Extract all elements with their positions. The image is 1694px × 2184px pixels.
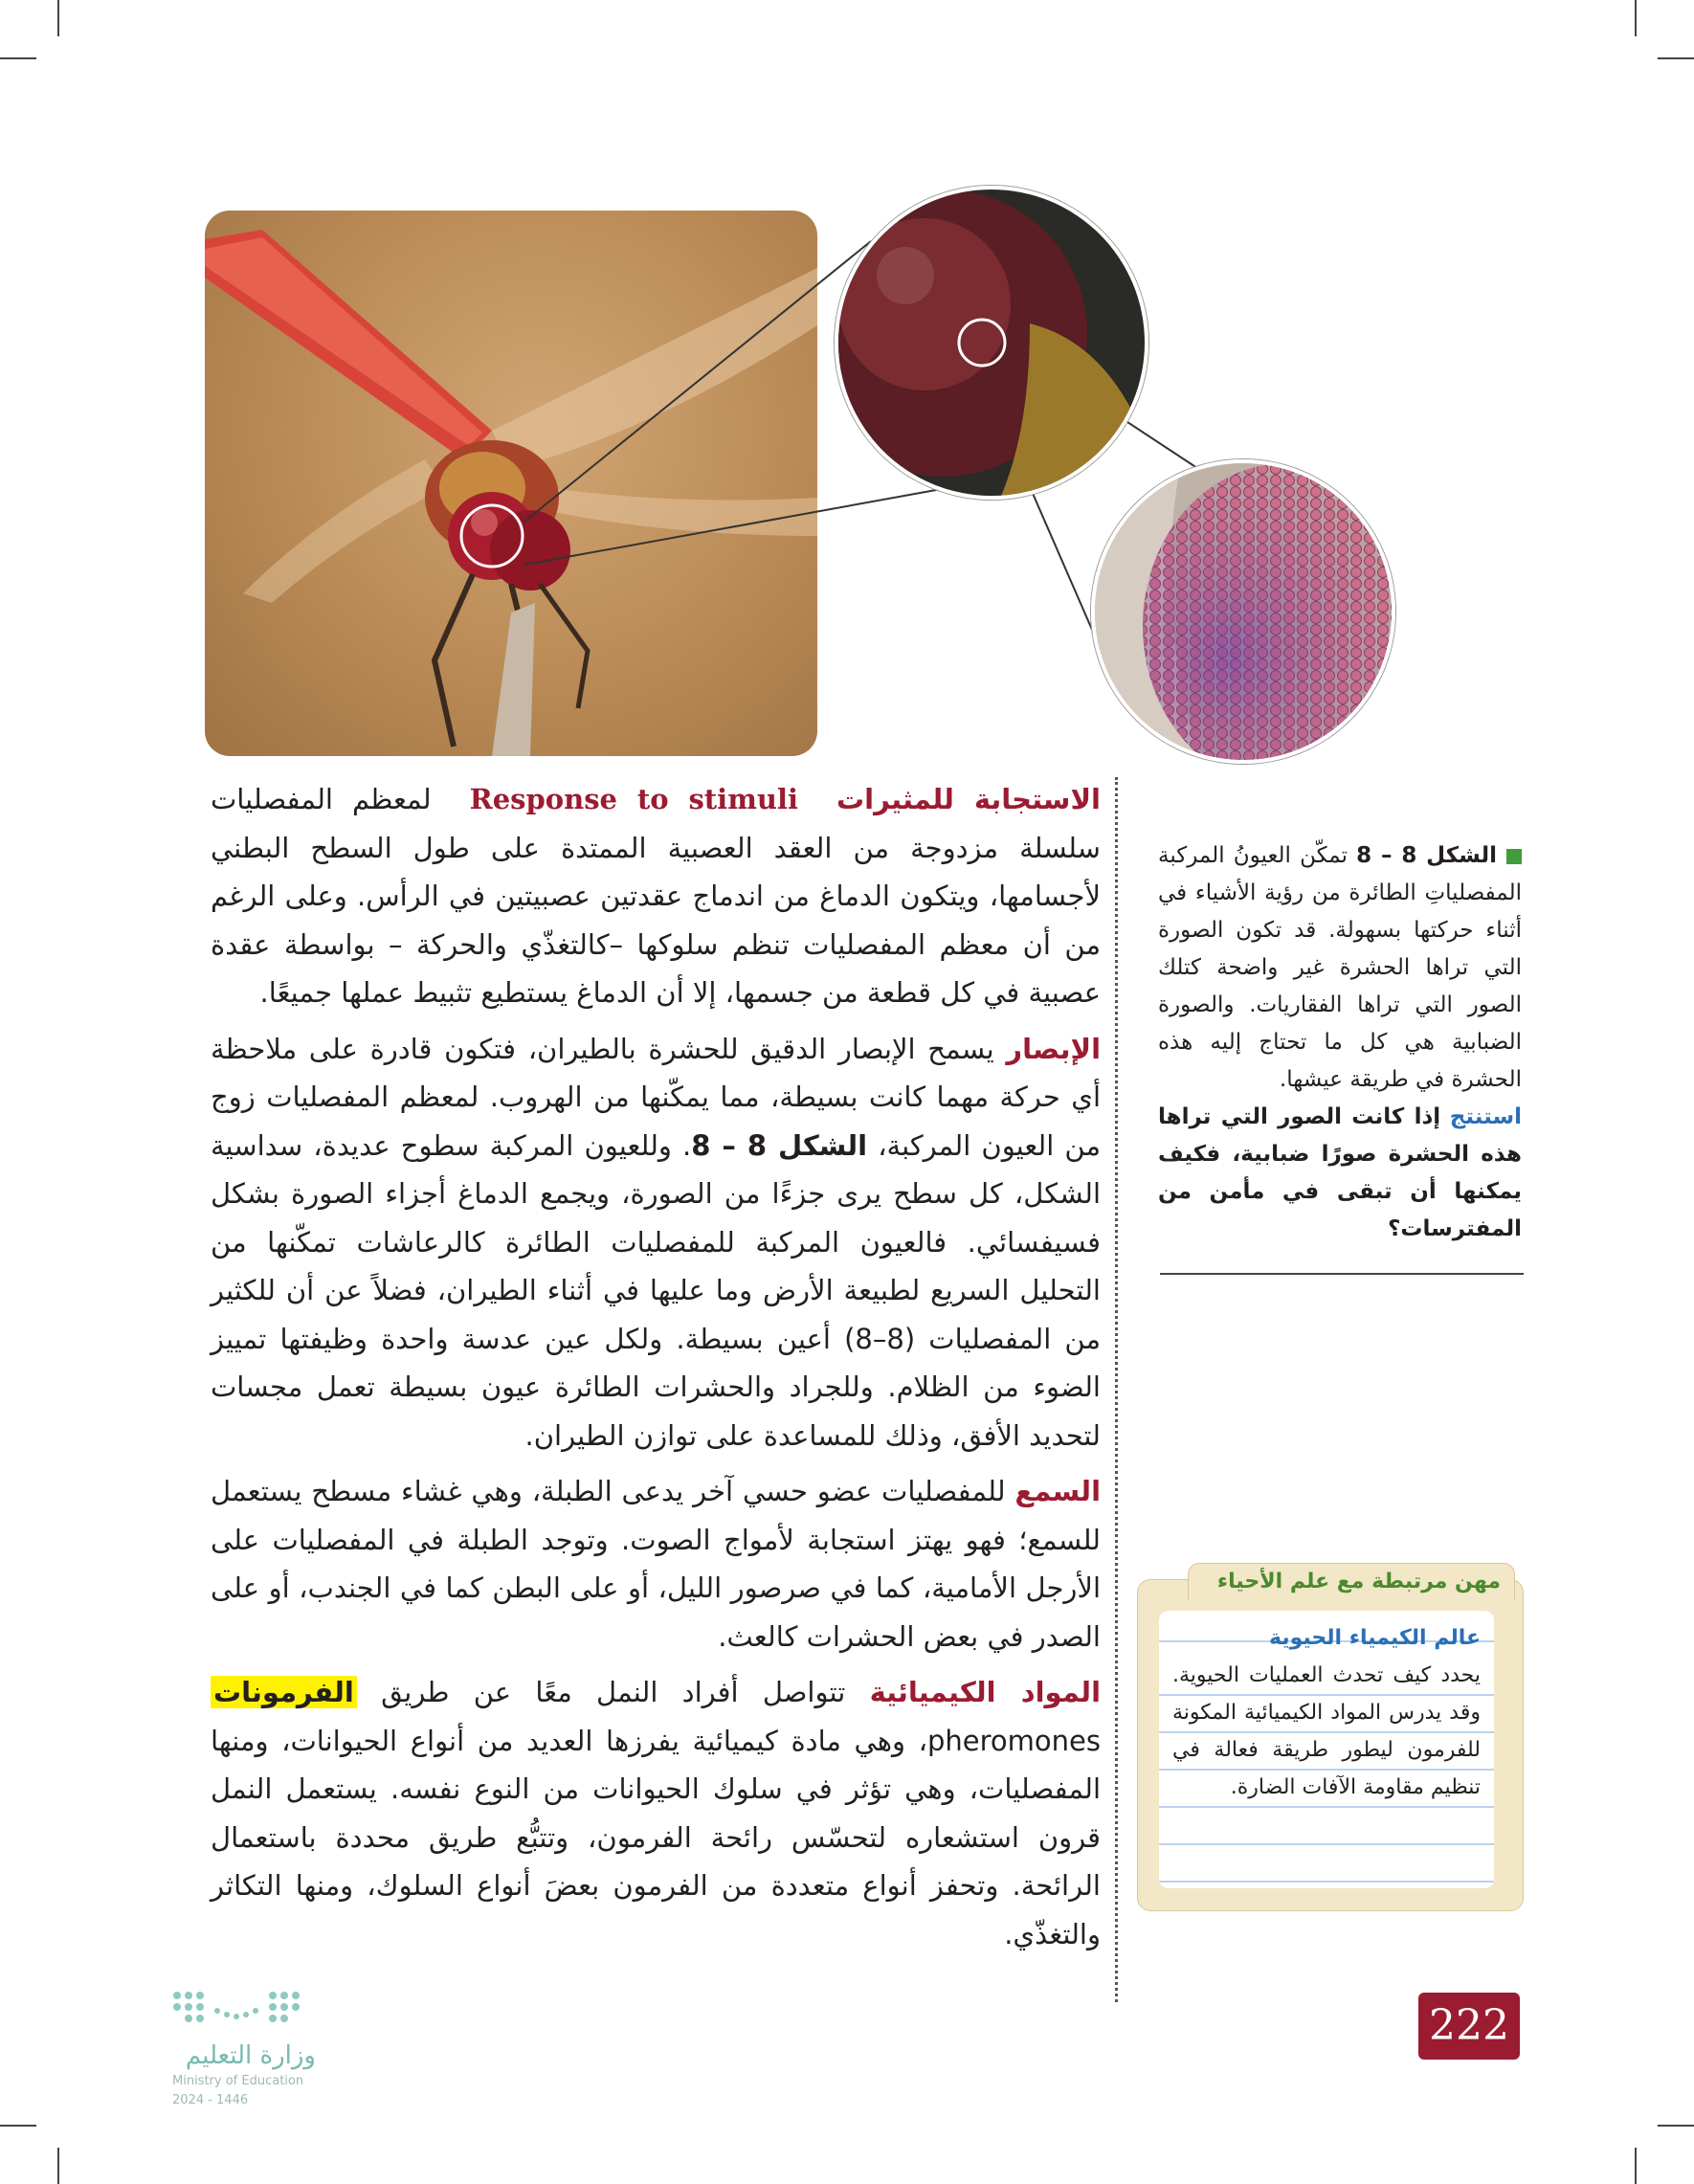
ministry-logo (77, 1986, 325, 2120)
caption-question-label: استنتج (1449, 1104, 1522, 1129)
paragraph-text: لمعظم المفصليات سلسلة مزدوجة من العقد العصبية الممتدة على طول السطح البطني لأجسامها، ويتكون الدماغ من اندماج عقدتين عصبيتين في الرأس. وعلى الرغم من أن معظم المفصليات تنظم سلوكها –كالتغذّي والحركة – بواسطة عقدة عصبية في كل قطعة من جسمها، إلا أن الدماغ يستطيع تثبيط عملها جميعًا. (211, 783, 1101, 1009)
figure-reference: الشكل 8 – 8 (691, 1128, 868, 1162)
crop-mark (1658, 57, 1694, 59)
heading-hearing: السمع (1014, 1475, 1102, 1507)
caption-question: إذا كانت الصور التي تراها هذه الحشرة صورًا ضبابية، فكيف يمكنها أن تبقى في مأمن من المفترسات؟ (1158, 1104, 1522, 1241)
dragonfly-photo (205, 211, 817, 756)
eye-zoom-head (835, 186, 1148, 500)
caption-square-icon (1506, 849, 1522, 864)
paragraph-text: . وللعيون المركبة سطوح عديدة، سداسية الشكل، كل سطح يرى جزءًا من الصورة، ويجمع الدماغ أجزاء الصورة بشكل فسيفسائي. فالعيون المركبة للمفصليات الطائرة كالرعاشات تمكّنها من التحليل السريع لطبيعة الأرض وما عليها في أثناء الطيران، فضلاً عن أن للكثير من المفصليات (8–8) أعين بسيطة. ولكل عين عدسة واحدة وظيفتها تمييز الضوء من الظلام. وللجراد والحشرات الطائرة عيون بسيطة تعمل مجسات لتحديد الأفق، وذلك للمساعدة على توازن الطيران. (211, 1128, 1102, 1452)
heading-vision: الإبصار (1006, 1032, 1102, 1065)
crop-mark (57, 0, 59, 36)
caption-rule (1160, 1273, 1524, 1275)
heading-chemicals: المواد الكيميائية (869, 1676, 1102, 1708)
eye-zoom-ommatidia (1091, 459, 1395, 764)
caption-figure-label: الشكل 8 – 8 (1356, 843, 1498, 868)
highlighted-term: الفرمونات (211, 1676, 357, 1708)
paragraph-text: تتواصل أفراد النمل معًا عن طريق (381, 1676, 846, 1708)
heading-response-stimuli-en: Response to stimuli (469, 783, 798, 815)
paragraph-response-stimuli (211, 775, 1101, 1017)
ministry-name-en: Ministry of Education (172, 2074, 304, 2088)
career-title: عالم الكيمياء الحيوية (1269, 1626, 1481, 1650)
paragraph-chemicals (211, 1668, 1101, 1958)
career-text: يحدد كيف تحدث العمليات الحيوية. وقد يدرس المواد الكيميائية المكونة للفرمون ليطور طريقة فعالة في تنظيم مقاومة الآفات الضارة. (1172, 1663, 1481, 1799)
crop-mark (1635, 2148, 1637, 2184)
crop-mark (1658, 2125, 1694, 2127)
paragraph-hearing (211, 1467, 1101, 1660)
crop-mark (1635, 0, 1637, 36)
career-tab: مهن مرتبطة مع علم الأحياء (1188, 1563, 1515, 1600)
main-text (211, 775, 1101, 1966)
crop-mark (0, 57, 36, 59)
page-number: 222 (1418, 1993, 1520, 2060)
paragraph-text: يسمح الإبصار الدقيق للحشرة بالطيران، فتكون قادرة على ملاحظة أي حركة مهما كانت بسيطة، مما يمكّنها من الهروب. لمعظم المفصليات زوج من العيون المركبة، (211, 1032, 1102, 1162)
heading-response-stimuli-ar: الاستجابة للمثيرات (836, 783, 1101, 815)
crop-mark (57, 2148, 59, 2184)
ministry-dots-icon (167, 1986, 311, 2034)
paragraph-vision (211, 1025, 1101, 1460)
career-box (1137, 1570, 1524, 1911)
crop-mark (0, 2125, 36, 2127)
ministry-year: 2024 - 1446 (172, 2093, 249, 2107)
term-english: pheromones (927, 1724, 1101, 1757)
column-divider (1115, 777, 1118, 2002)
paragraph-text: للمفصليات عضو حسي آخر يدعى الطبلة، وهي غشاء مسطح يستعمل للسمع؛ فهو يهتز استجابة لأمواج الصوت. وتوجد الطبلة في المفصليات على الأرجل الأمامية، كما في صرصور الليل، أو على البطن كما في الجندب، أو على الصدر في بعض الحشرات كالعث. (211, 1475, 1101, 1653)
career-inner (1159, 1611, 1494, 1888)
ministry-name-ar: وزارة التعليم (185, 2041, 316, 2070)
figure-caption (1158, 837, 1522, 1248)
paragraph-text: ، وهي مادة كيميائية يفرزها العديد من أنواع الحيوانات، ومنها المفصليات، وهي تؤثر في سلوك الحيوانات من النوع نفسه. يستعمل النمل قرون استشعاره لتحسّس رائحة الفرمون، وتتبُّع طريق محددة باستعمال الرائحة. وتحفز أنواع متعددة من الفرمون بعضَ أنواع السلوك، ومنها التكاثر والتغذّي. (211, 1724, 1101, 1950)
caption-text: تمكّن العيونُ المركبة المفصلياتِ الطائرة من رؤية الأشياء في أثناء حركتها بسهولة. قد تكون الصورة التي تراها الحشرة غير واضحة كتلك الصور التي تراها الفقاريات. والصورة الضبابية هي كل ما تحتاج إليه هذه الحشرة في طريقة عيشها. (1158, 843, 1522, 1092)
